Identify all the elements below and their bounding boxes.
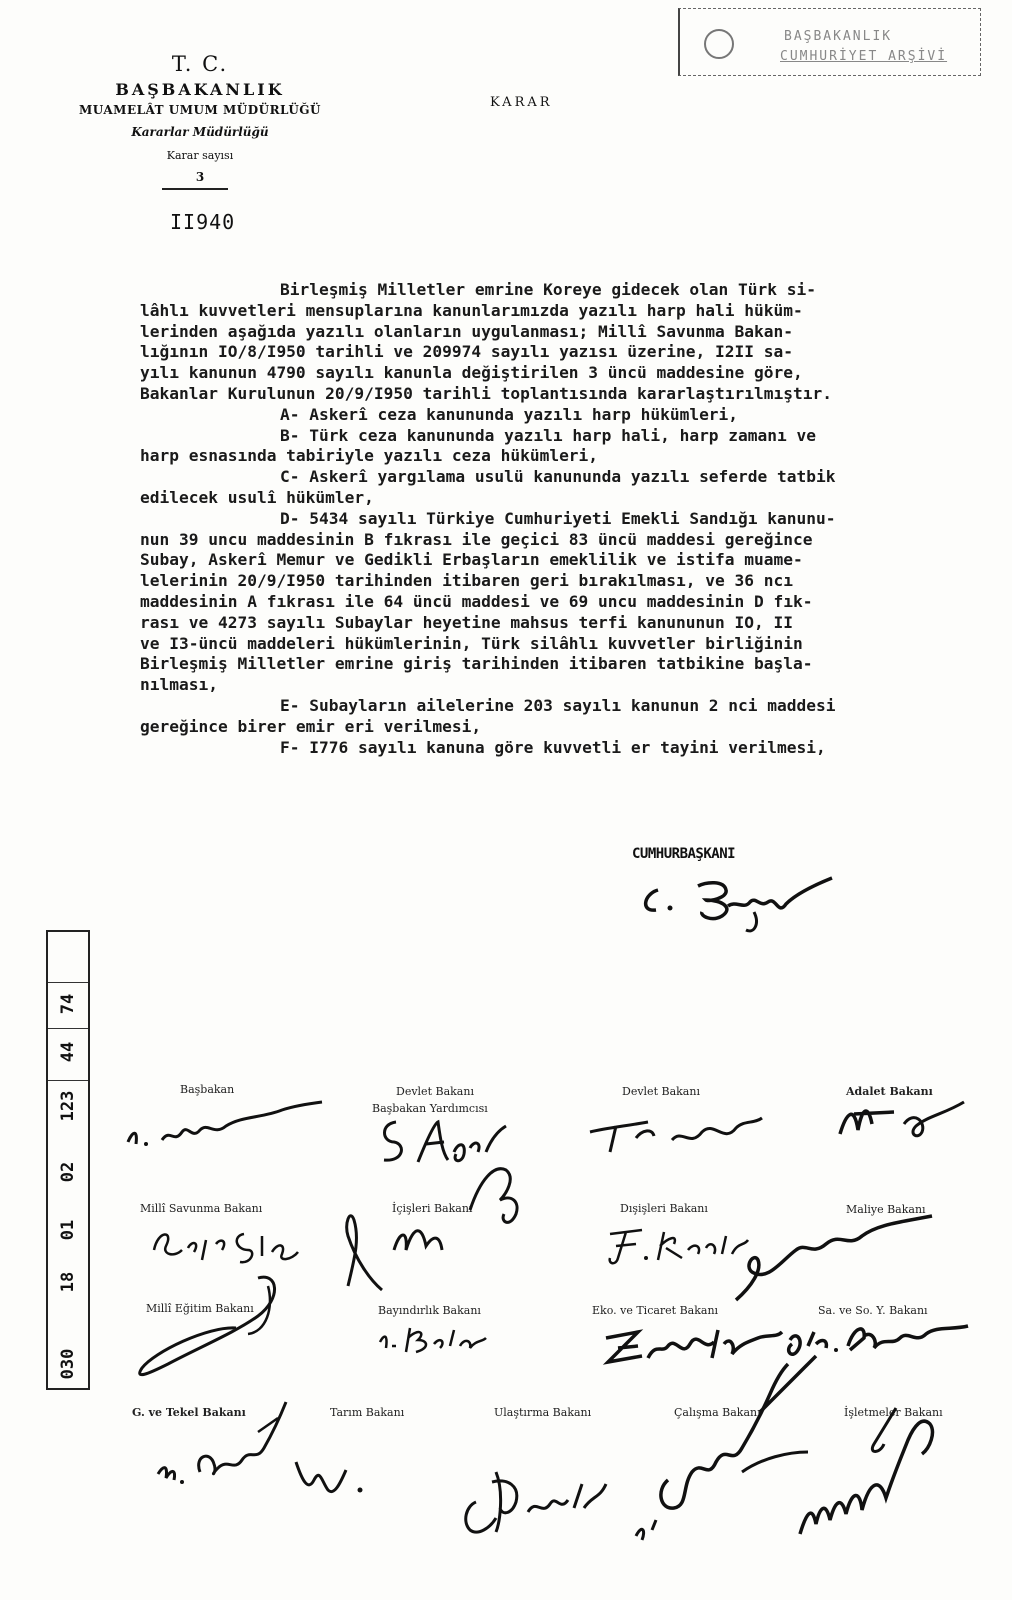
minister-title-saglik: Sa. ve So. Y. Bakanı (818, 1304, 928, 1317)
archive-stamp-line2: CUMHURİYET ARŞİVİ (780, 49, 948, 64)
side-stamp-cell: 18 (58, 1271, 78, 1293)
decision-body-line: A- Askerî ceza kanununda yazılı harp hükümleri, (280, 404, 739, 424)
letterhead-basbakanlik: BAŞBAKANLIK (115, 80, 285, 99)
signature-isletmeler (790, 1394, 960, 1544)
minister-title-icisleri: İçişleri Bakanı (392, 1202, 473, 1215)
decision-body-line: lerinden aşağıda yazılı olanların uygulanması; Millî Savunma Bakan- (140, 321, 793, 341)
archive-stamp-line1: BAŞBAKANLIK (784, 29, 893, 44)
decision-body-line: Subay, Askerî Memur ve Gedikli Erbaşların emeklilik ve istifa muame- (140, 550, 803, 570)
decision-body-line: edilecek usulî hükümler, (140, 487, 374, 507)
minister-title-milli-egitim: Millî Eğitim Bakanı (146, 1302, 254, 1315)
minister-title-basbakan: Başbakan (180, 1083, 235, 1096)
minister-title-maliye: Maliye Bakanı (846, 1203, 926, 1216)
letterhead-rule (162, 188, 228, 190)
signature-bayindirlik (374, 1318, 494, 1358)
minister-title-devlet-1: Devlet Bakanı (396, 1085, 474, 1098)
side-stamp-cell: 74 (58, 993, 78, 1015)
decision-body-line: Bakanlar Kurulunun 20/9/I950 tarihli toplantısında kararlaştırılmıştır. (140, 383, 832, 403)
signature-milli-savunma (148, 1220, 318, 1270)
side-stamp-cell: 02 (58, 1161, 78, 1183)
letterhead-kararlar: Kararlar Müdürlüğü (131, 125, 269, 139)
decision-body-line: nun 39 uncu maddesinin B fıkrası ile geçici 83 üncü maddesi gereğince (140, 529, 813, 549)
signature-tarim (290, 1440, 390, 1500)
signature-devlet-2 (586, 1108, 766, 1158)
decision-body-line: gereğince birer emir eri verilmesi, (140, 716, 482, 736)
letterhead-muamelat: MUAMELÂT UMUM MÜDÜRLÜĞÜ (78, 103, 322, 117)
letterhead-karar-sayisi: 3 (195, 170, 205, 184)
decision-body-line: rası ve 4273 sayılı Subaylar heyetine mahsus terfi kanununun IO, II (140, 612, 793, 632)
minister-title-gumruk-tekel: G. ve Tekel Bakanı (132, 1406, 246, 1419)
decision-body-line: D- 5434 sayılı Türkiye Cumhuriyeti Emekli Sandığı kanunu- (280, 508, 836, 528)
minister-title-disisleri: Dışişleri Bakanı (620, 1202, 708, 1215)
side-stamp-cell: 030 (58, 1348, 78, 1380)
decision-body-line: F- I776 sayılı kanuna göre kuvvetli er tayini verilmesi, (280, 737, 826, 757)
letterhead-tc: T. C. (171, 52, 229, 76)
minister-title-adalet: Adalet Bakanı (846, 1085, 933, 1098)
president-signature (636, 872, 846, 942)
side-stamp-divider (48, 1080, 88, 1081)
side-stamp-divider (48, 982, 88, 983)
minister-title-devlet-2: Devlet Bakanı (622, 1085, 700, 1098)
archive-logo-icon (704, 29, 734, 59)
minister-title-isletmeler: İşletmeler Bakanı (844, 1406, 943, 1419)
signature-basbakan (122, 1092, 332, 1162)
letterhead (60, 52, 340, 184)
decision-body-line: lelerinin 20/9/I950 tarihinden itibaren geri bırakılması, ve 36 ncı (140, 571, 793, 591)
decision-body-line: B- Türk ceza kanununda yazılı harp hali, harp zamanı ve (280, 425, 817, 445)
side-archive-stamp (46, 930, 90, 1390)
decision-body-line: lâhlı kuvvetleri mensuplarına kanunlarımızda yazılı harp hali hüküm- (140, 300, 803, 320)
signature-maliye (722, 1210, 962, 1310)
minister-subtitle-basbakan-yardimcisi: Başbakan Yardımcısı (372, 1102, 488, 1115)
minister-title-milli-savunma: Millî Savunma Bakanı (140, 1202, 263, 1215)
signature-adalet (834, 1094, 974, 1144)
decision-body-line: ve I3-üncü maddeleri hükümlerinin, Türk silâhlı kuvvetler birliğinin (140, 633, 803, 653)
side-stamp-cell: 123 (58, 1090, 78, 1122)
decision-body-line: yılı kanunun 4790 sayılı kanunla değiştirilen 3 üncü maddesine göre, (140, 363, 803, 383)
archive-stamp (678, 8, 981, 76)
signature-ulastirma (456, 1462, 626, 1542)
decision-body-line: C- Askerî yargılama usulü kanununda yazılı seferde tatbik (280, 467, 836, 487)
president-title: CUMHURBAŞKANI (632, 846, 736, 862)
signature-gumruk-tekel (138, 1382, 298, 1492)
decision-body-line: maddesinin A fıkrası ile 64 üncü maddesi ve 69 uncu maddesinin D fık- (140, 591, 813, 611)
minister-title-ulastirma: Ulaştırma Bakanı (494, 1406, 592, 1419)
side-stamp-cell: 44 (58, 1041, 78, 1063)
signature-icisleri (330, 1150, 530, 1300)
minister-title-calisma: Çalışma Bakanı (674, 1406, 761, 1419)
document-number: II940 (170, 210, 236, 234)
signature-milli-egitim (118, 1268, 298, 1388)
minister-title-tarim: Tarım Bakanı (330, 1406, 405, 1419)
side-stamp-cell: 01 (58, 1219, 78, 1241)
decision-body-line: E- Subayların ailelerine 203 sayılı kanunun 2 nci maddesi (280, 695, 836, 715)
decision-body-line: harp esnasında tabiriyle yazılı ceza hükümleri, (140, 446, 599, 466)
letterhead-karar-sayisi-label: Karar sayısı (166, 149, 234, 162)
decision-body (140, 280, 980, 758)
decision-body-line: lığının IO/8/I950 tarihli ve 209974 sayılı yazısı üzerine, I2II sa- (140, 342, 793, 362)
side-stamp-divider (48, 1028, 88, 1029)
document-title: KARAR (490, 95, 553, 110)
decision-body-line: Birleşmiş Milletler emrine Koreye gidecek olan Türk si- (280, 280, 817, 299)
decision-body-line: Birleşmiş Milletler emrine giriş tarihinden itibaren tatbikine başla- (140, 654, 813, 674)
minister-title-bayindirlik: Bayındırlık Bakanı (378, 1304, 481, 1317)
decision-body-line: nılması, (140, 675, 218, 695)
minister-title-eko-ticaret: Eko. ve Ticaret Bakanı (592, 1304, 719, 1317)
